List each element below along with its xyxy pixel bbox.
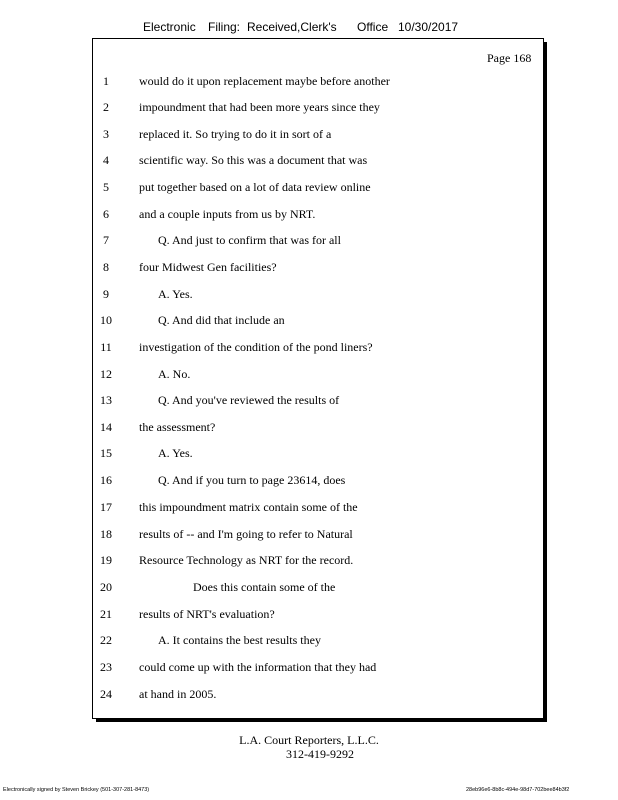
line-text: impoundment that had been more years since they	[139, 100, 380, 114]
line-text: scientific way. So this was a document that was	[139, 153, 368, 167]
line-text: Resource Technology as NRT for the record.	[139, 553, 354, 567]
line-number: 19	[100, 553, 112, 567]
line-text: Q. And did that include an	[158, 313, 285, 327]
line-text: results of NRT's evaluation?	[139, 607, 275, 621]
line-number: 2	[103, 100, 109, 114]
page-shadow-right	[544, 42, 547, 722]
line-number: 11	[100, 340, 112, 354]
header-word-office: Office	[357, 20, 389, 34]
line-text: could come up with the information that they had	[139, 660, 377, 674]
line-text: A. Yes.	[158, 287, 193, 301]
line-text: Q. And if you turn to page 23614, does	[158, 473, 346, 487]
line-text: the assessment?	[139, 420, 216, 434]
line-text: results of -- and I'm going to refer to Natural	[139, 527, 353, 541]
line-number: 18	[100, 527, 112, 541]
line-number: 17	[100, 500, 112, 514]
line-text: A. It contains the best results they	[158, 633, 321, 647]
line-number: 8	[103, 260, 109, 274]
line-text: Q. And you've reviewed the results of	[158, 393, 340, 407]
line-text: at hand in 2005.	[139, 687, 217, 701]
line-text: replaced it. So trying to do it in sort of a	[139, 127, 332, 141]
line-text: four Midwest Gen facilities?	[139, 260, 277, 274]
footer-phone: 312-419-9292	[286, 747, 354, 761]
header-word-received-clerks: Received,Clerk's	[247, 20, 337, 34]
line-number: 14	[100, 420, 112, 434]
line-text: investigation of the condition of the pond liners?	[139, 340, 373, 354]
page-number: Page 168	[487, 51, 532, 65]
line-number: 16	[100, 473, 112, 487]
line-number: 6	[103, 207, 109, 221]
line-number: 23	[100, 660, 112, 674]
electronic-signature-note: Electronically signed by Steven Brickey (501-307-281-8473)	[3, 787, 150, 793]
document-hash-id: 28eb96e6-8b8c-494e-98d7-702bee84b3f2	[466, 787, 570, 793]
line-number: 20	[100, 580, 112, 594]
line-number: 3	[103, 127, 109, 141]
line-number: 21	[100, 607, 112, 621]
line-number: 9	[103, 287, 109, 301]
line-text: A. No.	[158, 367, 191, 381]
line-number: 10	[100, 313, 112, 327]
header-word-filing: Filing:	[208, 20, 241, 34]
line-text: Does this contain some of the	[193, 580, 336, 594]
line-text: Q. And just to confirm that was for all	[158, 233, 341, 247]
line-text: and a couple inputs from us by NRT.	[139, 207, 316, 221]
line-number: 7	[103, 233, 109, 247]
header-word-electronic: Electronic	[143, 20, 196, 34]
line-number: 13	[100, 393, 112, 407]
line-number: 12	[100, 367, 112, 381]
line-number: 15	[100, 446, 112, 460]
footer-company: L.A. Court Reporters, L.L.C.	[239, 733, 379, 747]
filing-stamp-header	[0, 18, 618, 38]
line-text: A. Yes.	[158, 446, 193, 460]
line-number: 24	[100, 687, 112, 701]
line-number: 4	[103, 153, 109, 167]
line-number: 1	[103, 74, 109, 88]
line-number: 5	[103, 180, 109, 194]
line-text: would do it upon replacement maybe before another	[139, 74, 390, 88]
header-date: 10/30/2017	[398, 20, 459, 34]
page-shadow-bottom	[96, 719, 547, 722]
line-number: 22	[100, 633, 112, 647]
line-text: put together based on a lot of data review online	[139, 180, 371, 194]
line-text: this impoundment matrix contain some of the	[139, 500, 358, 514]
